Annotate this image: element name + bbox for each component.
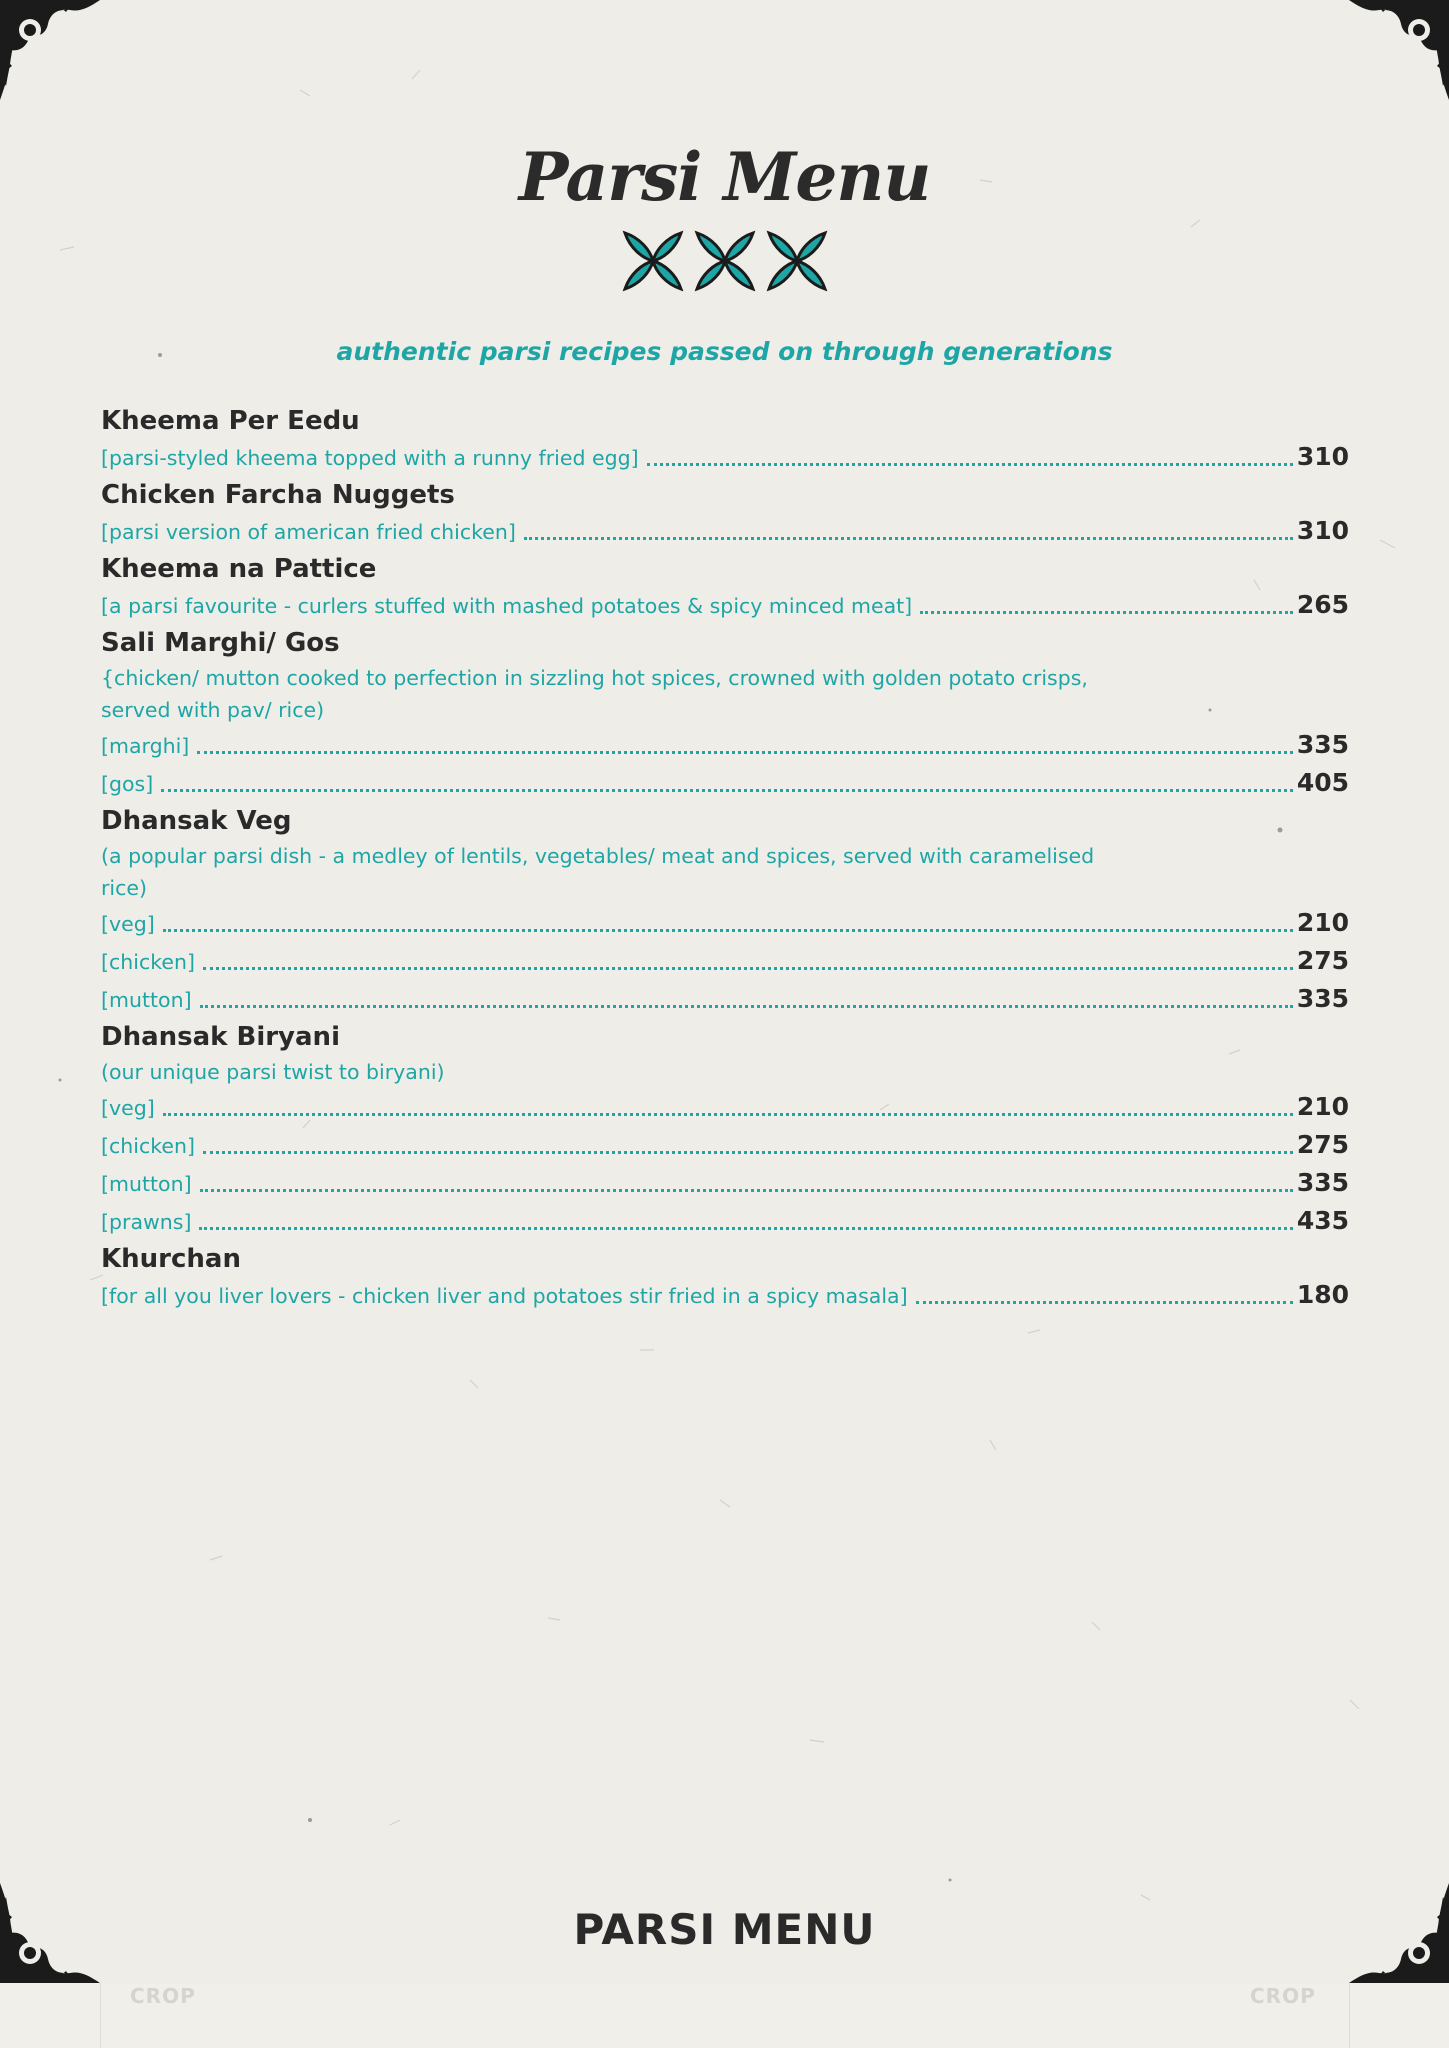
price-row [101,438,1349,476]
dotted-leader [163,1113,1293,1116]
x-leaf-ornament-icon [620,228,830,294]
dotted-leader [203,967,1293,970]
dotted-leader [200,1189,1293,1192]
menu-item [101,476,1349,550]
price: 335 [1296,984,1349,1013]
corner-flourish-icon [1349,0,1449,100]
price-row [101,764,1349,802]
price: 335 [1296,730,1349,759]
corner-flourish-icon [0,0,100,100]
crop-mark-label: CROP [130,1984,196,2008]
crop-line [100,1983,101,2048]
price-row [101,1276,1349,1314]
menu-title: Parsi Menu [518,138,931,216]
dotted-leader [199,1227,1292,1230]
print-bleed-strip [0,1983,1449,2048]
price-row [101,1202,1349,1240]
price-row-label: [veg] [101,1096,155,1120]
menu-item [101,624,1349,802]
price: 210 [1296,1092,1349,1121]
price: 210 [1296,908,1349,937]
dotted-leader [200,1005,1293,1008]
footer-title: PARSI MENU [573,1905,876,1954]
price-row-label: [for all you liver lovers - chicken liver and potatoes stir fried in a spicy masala] [101,1284,908,1308]
menu-item-name: Kheema Per Eedu [101,406,360,436]
crop-line [1349,1983,1350,2048]
price-row [101,726,1349,764]
dotted-leader [524,537,1293,540]
menu-item-list [101,402,1349,1314]
dotted-leader [920,611,1293,614]
price-row [101,512,1349,550]
price-row-label: [parsi-styled kheema topped with a runny fried egg] [101,446,639,470]
price-row-label: [chicken] [101,1134,195,1158]
price: 180 [1296,1280,1349,1309]
price: 265 [1296,590,1349,619]
menu-tagline: authentic parsi recipes passed on through generations [336,337,1113,366]
menu-item [101,1240,1349,1314]
price-row [101,942,1349,980]
dotted-leader [163,929,1293,932]
menu-item [101,1018,1349,1240]
price-row-label: [marghi] [101,734,190,758]
price-row-label: [parsi version of american fried chicken] [101,520,516,544]
price-row [101,904,1349,942]
dotted-leader [203,1151,1293,1154]
dotted-leader [916,1301,1293,1304]
menu-item-name: Chicken Farcha Nuggets [101,480,455,510]
menu-item-description: (our unique parsi twist to biryani) [101,1060,445,1084]
price: 310 [1296,442,1349,471]
price-row [101,1126,1349,1164]
price-row-label: [veg] [101,912,155,936]
menu-item [101,550,1349,624]
menu-item [101,402,1349,476]
price-row [101,980,1349,1018]
menu-item-name: Dhansak Veg [101,806,292,836]
price: 275 [1296,1130,1349,1159]
dotted-leader [647,463,1293,466]
menu-item-name: Sali Marghi/ Gos [101,628,340,658]
menu-item-description: (a popular parsi dish - a medley of lentils, vegetables/ meat and spices, served with caramelised rice) [101,844,1095,900]
price: 405 [1296,768,1349,797]
crop-mark-label: CROP [1250,1984,1316,2008]
menu-item-description: {chicken/ mutton cooked to perfection in sizzling hot spices, crowned with golden potato crisps, served with pav/ rice) [101,666,1088,722]
price-row-label: [gos] [101,772,154,796]
price: 275 [1296,946,1349,975]
price-row-label: [chicken] [101,950,195,974]
price: 435 [1296,1206,1349,1235]
menu-item [101,802,1349,1018]
menu-item-name: Khurchan [101,1244,241,1274]
price-row [101,586,1349,624]
price-row-label: [a parsi favourite - curlers stuffed with mashed potatoes & spicy minced meat] [101,594,913,618]
price: 310 [1296,516,1349,545]
price-row [101,1164,1349,1202]
price-row [101,1088,1349,1126]
menu-item-name: Dhansak Biryani [101,1022,340,1052]
price-row-label: [mutton] [101,988,192,1012]
price: 335 [1296,1168,1349,1197]
dotted-leader [161,789,1293,792]
price-row-label: [prawns] [101,1210,192,1234]
menu-item-name: Kheema na Pattice [101,554,377,584]
price-row-label: [mutton] [101,1172,192,1196]
dotted-leader [197,751,1293,754]
